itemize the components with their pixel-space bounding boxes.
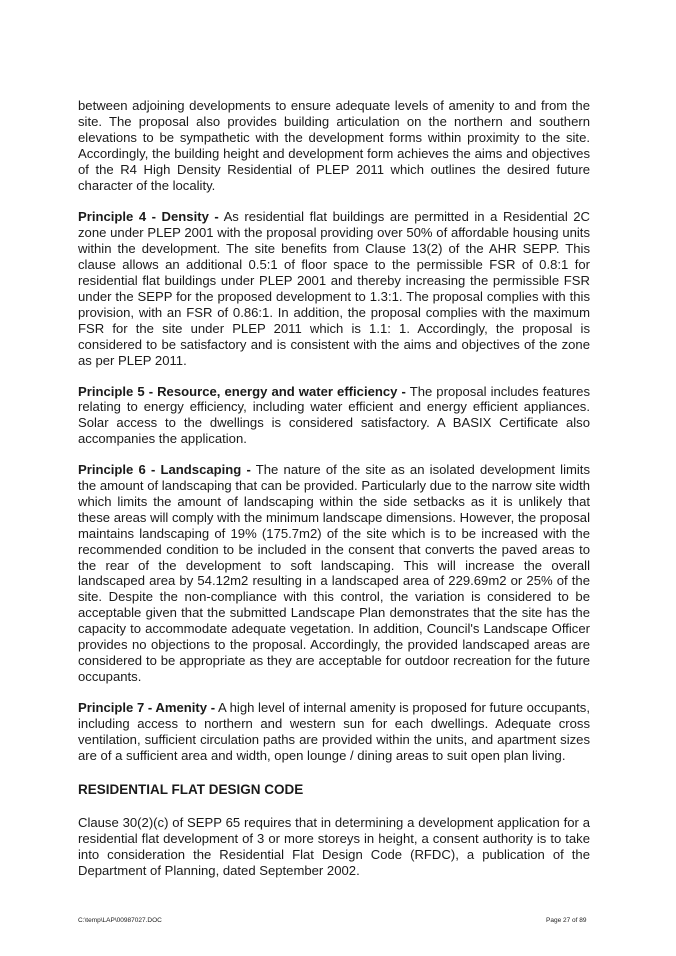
paragraph-principle-6 (78, 462, 590, 685)
paragraph-text: between adjoining developments to ensure adequate levels of amenity to and from the site. The proposal also provides building articulation on the northern and southern elevations to be sympathetic with the development forms within proximity to the site. Accordingly, the building height and development form achieves the aims and objectives of the R4 High Density Residential of PLEP 2011 which outlines the desired future character of the locality. (78, 98, 590, 193)
paragraph-text: The nature of the site as an isolated development limits the amount of landscaping that can be provided. Particularly due to the narrow site width which limits the amount of landscaping within the side setbacks as it is unlikely that these areas will comply with the minimum landscape dimensions. However, the proposal maintains landscaping of 19% (175.7m2) of the site which is to be increased with the recommended condition to be included in the consent that converts the paved areas to the rear of the development to soft landscaping. This will increase the overall landscaped area by 54.12m2 resulting in a landscaped area of 229.69m2 or 25% of the site. Despite the non-compliance with this control, the variation is considered to be acceptable given that the submitted Landscape Plan demonstrates that the site has the capacity to accommodate adequate vegetation. In addition, Council's Landscape Officer provides no objections to the proposal. Accordingly, the provided landscaped areas are considered to be appropriate as they are acceptable for outdoor recreation for the future occupants. (78, 462, 590, 684)
paragraph-text: The proposal includes features relating to energy efficiency, including water efficient and energy efficient appliances. Solar access to the dwellings is considered satisfactory. A BASIX Certificate also accompanies the application. (78, 383, 590, 447)
principle-7-heading: Principle 7 - Amenity - (78, 699, 216, 715)
footer-page-number: Page 27 of 89 (546, 917, 587, 924)
paragraph-principle-7 (78, 700, 590, 764)
footer-file-path: C:\temp\LAP\00987027.DOC (78, 917, 162, 924)
paragraph-principle-5 (78, 384, 590, 448)
paragraph-text: As residential flat buildings are permitted in a Residential 2C zone under PLEP 2001 with the proposal providing over 50% of affordable housing units within the development. The site benefits from Clause 13(2) of the AHR SEPP. This clause allows an additional 0.5:1 of floor space to the permissible FSR of 0.8:1 for residential flat buildings under PLEP 2001 and thereby increasing the permissible FSR under the SEPP for the proposed development to 1.3:1. The proposal complies with this provision, with an FSR of 0.86:1. In addition, the proposal complies with the maximum FSR for the site under PLEP 2011 which is 1.1: 1. Accordingly, the proposal is considered to be satisfactory and is consistent with the aims and objectives of the zone as per PLEP 2011. (78, 209, 590, 368)
section-heading: RESIDENTIAL FLAT DESIGN CODE (78, 782, 304, 798)
principle-5-heading: Principle 5 - Resource, energy and water efficiency - (78, 383, 406, 399)
principle-4-heading: Principle 4 - Density - (78, 209, 219, 225)
paragraph-principle-4 (78, 209, 590, 368)
paragraph-text: A high level of internal amenity is proposed for future occupants, including access to northern and western sun for each dwellings. Adequate cross ventilation, sufficient circulation paths are provided within the units, and apartment sizes are of a sufficient area and width, open lounge / dining areas to suit open plan living. (78, 699, 590, 763)
page-body (78, 98, 590, 894)
principle-6-heading: Principle 6 - Landscaping - (78, 462, 251, 478)
paragraph-text: Clause 30(2)(c) of SEPP 65 requires that in determining a development application for a residential flat development of 3 or more storeys in height, a consent authority is to take into consideration the Residential Flat Design Code (RFDC), a publication of the Department of Planning, dated September 2002. (78, 815, 590, 879)
paragraph-continuation (78, 98, 590, 193)
paragraph-rfdc (78, 815, 590, 879)
